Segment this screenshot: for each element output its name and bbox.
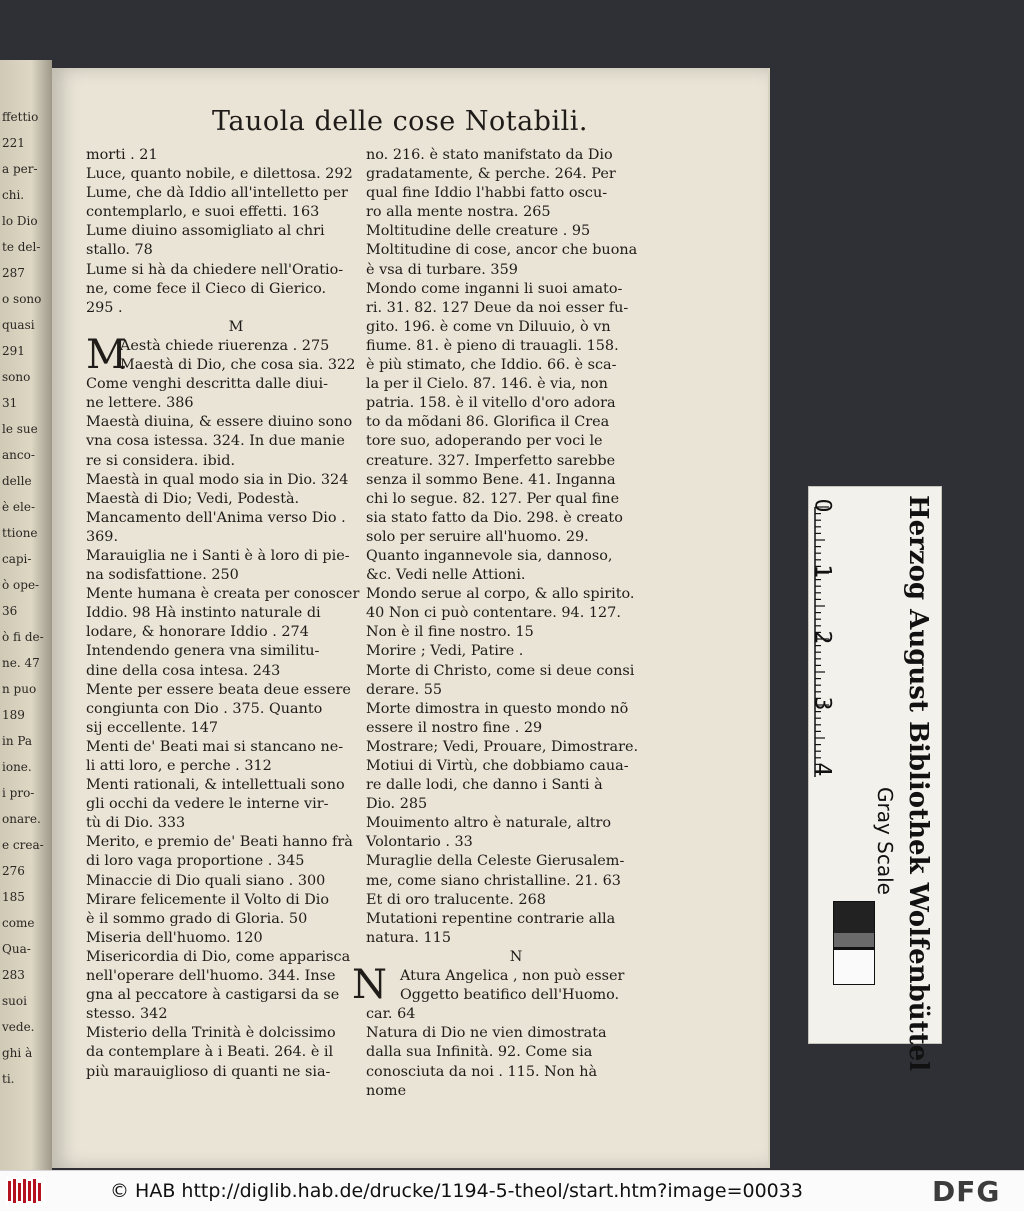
index-line: Mancamento dell'Anima verso Dio . — [86, 509, 346, 526]
index-line: morti . 21 — [86, 147, 158, 163]
hab-logo-icon — [6, 1177, 46, 1205]
index-line: me, come siano christalline. 21. 63 — [366, 872, 621, 889]
previous-page-fragment: Qua- — [2, 942, 31, 956]
dfg-logo: DFG — [932, 1175, 1001, 1208]
index-line: Lume si hà da chiedere nell'Oratio- — [86, 261, 344, 278]
index-line: Merito, e premio de' Beati hanno frà — [86, 834, 353, 851]
index-line: vna cosa istessa. 324. In due manie — [86, 433, 345, 450]
index-line: di loro vaga proportione . 345 — [86, 853, 305, 870]
previous-page-fragment: 221 — [2, 136, 25, 150]
index-line: chi lo segue. 82. 127. Per qual fine — [366, 490, 620, 507]
index-line: &c. Vedi nelle Attioni. — [366, 567, 526, 584]
index-line: patria. 158. è il vitello d'oro adora — [366, 395, 616, 412]
index-line: no. 216. è stato manifstato da Dio — [366, 147, 613, 163]
index-line: Quanto ingannevole sia, dannoso, — [366, 547, 613, 564]
previous-page-fragment: ghi à — [2, 1046, 33, 1060]
previous-page-fragment: sono — [2, 370, 31, 384]
index-line: fiume. 81. è pieno di trauagli. 158. — [366, 337, 619, 354]
index-line: Menti de' Beati mai si stancano ne- — [86, 738, 344, 755]
index-line: Muraglie della Celeste Gierusalem- — [366, 853, 625, 870]
index-line: re dalle lodi, che danno i Santi à — [366, 777, 603, 794]
index-line: creature. 327. Imperfetto sarebbe — [366, 452, 616, 469]
index-line: la per il Cielo. 87. 146. è via, non — [366, 376, 608, 393]
ruler-number: 2 — [809, 630, 835, 645]
index-line: più marauiglioso di quanti ne sia- — [86, 1063, 331, 1080]
index-line: Maestà in qual modo sia in Dio. 324 — [86, 471, 349, 488]
index-line: tù di Dio. 333 — [86, 815, 186, 832]
index-line: li atti loro, e perche . 312 — [86, 758, 272, 774]
previous-page-fragment: ffettio — [2, 110, 39, 124]
previous-page-fragment: a per- — [2, 162, 38, 176]
ruler-number: 3 — [809, 696, 835, 711]
previous-page-fragment: è ele- — [2, 500, 36, 514]
index-line: Moltitudine di cose, ancor che buona — [366, 242, 638, 259]
color-scale-card — [808, 486, 942, 1072]
index-line: Maestà diuina, & essere diuino sono — [86, 414, 353, 431]
index-line: Minaccie di Dio quali siano . 300 — [86, 872, 326, 889]
previous-page-fragment: 276 — [2, 864, 25, 878]
index-line: ne, come fece il Cieco di Gierico. — [86, 280, 327, 297]
index-line: gito. 196. è come vn Diluuio, ò vn — [366, 318, 611, 335]
index-line: lodare, & honorare Iddio . 274 — [86, 624, 309, 641]
index-line: Atura Angelica , non può esser — [400, 968, 625, 985]
ruler-number: 0 — [809, 498, 835, 513]
previous-page-fragment: 31 — [2, 396, 18, 410]
index-line: to da mõdani 86. Glorifica il Crea — [366, 414, 610, 431]
index-line: Mente humana è creata per conoscer — [86, 586, 360, 603]
page-title: Tauola delle cose Notabili. — [212, 106, 588, 137]
index-line: Oggetto beatifico dell'Huomo. — [400, 987, 620, 1004]
index-column-left — [86, 146, 386, 1082]
index-line: Menti rationali, & intellettuali sono — [86, 777, 345, 794]
previous-page-fragment: 36 — [2, 604, 18, 618]
index-line: è vsa di turbare. 359 — [366, 261, 518, 278]
previous-page-fragment: 287 — [2, 266, 25, 280]
index-line: Non è il fine nostro. 15 — [366, 624, 534, 641]
footer-url[interactable]: © HAB http://diglib.hab.de/drucke/1194-5-theol/start.htm?image=00033 — [110, 1180, 803, 1202]
index-line: nome — [366, 1082, 407, 1099]
index-line: Volontario . 33 — [366, 834, 473, 851]
index-line: sij eccellente. 147 — [86, 719, 219, 736]
index-line: Mondo come inganni li suoi amato- — [366, 280, 623, 297]
index-line: Morire ; Vedi, Patire . — [366, 643, 524, 660]
viewer-footer — [0, 1170, 1024, 1211]
index-line: Iddio. 98 Hà instinto naturale di — [86, 605, 321, 622]
index-line: qual fine Iddio l'habbi fatto oscu- — [366, 185, 608, 202]
previous-page-fragment: ò ope- — [2, 578, 40, 592]
section-letter-m: M — [228, 318, 244, 335]
index-line: Luce, quanto nobile, e dilettosa. 292 — [86, 166, 353, 183]
index-line: nell'operare dell'huomo. 344. Inse — [86, 968, 336, 985]
index-line: Lume, che dà Iddio all'intelletto per — [86, 185, 348, 202]
section-letter-n: N — [509, 948, 523, 965]
index-line: na sodisfattione. 250 — [86, 567, 239, 584]
previous-page-fragment: chi. — [2, 188, 25, 202]
index-line: Et di oro tralucente. 268 — [366, 891, 546, 908]
previous-page-fragment: n puo — [2, 682, 37, 696]
dropcap-n: N — [352, 962, 387, 1009]
index-line: Mente per essere beata deue essere — [86, 681, 351, 698]
previous-page-fragment: ione. — [2, 760, 32, 774]
index-line: dine della cosa intesa. 243 — [86, 662, 281, 679]
library-name: Herzog August Bibliothek Wolfenbüttel — [903, 495, 933, 1072]
previous-page-fragment: lo Dio — [2, 214, 38, 228]
previous-page-fragment: ti. — [2, 1072, 15, 1086]
previous-page-fragment: quasi — [2, 318, 35, 332]
index-line: Morte di Christo, come si deue consi — [366, 662, 635, 679]
index-line: dalla sua Infinità. 92. Come sia — [366, 1044, 593, 1061]
index-line: congiunta con Dio . 375. Quanto — [86, 700, 323, 717]
index-line: da contemplare à i Beati. 264. è il — [86, 1044, 334, 1061]
previous-page-fragment: anco- — [2, 448, 35, 462]
index-line: Intendendo genera vna similitu- — [86, 643, 320, 660]
previous-page-fragment: te del- — [2, 240, 41, 254]
index-line: derare. 55 — [366, 681, 443, 698]
previous-page-fragment: vede. — [2, 1020, 35, 1034]
previous-page-fragment: come — [2, 916, 35, 930]
previous-page-fragment: ne. 47 — [2, 656, 40, 670]
index-line: Mostrare; Vedi, Prouare, Dimostrare. — [366, 738, 639, 755]
index-line: Dio. 285 — [366, 796, 428, 813]
index-line: 40 Non ci può contentare. 94. 127. — [366, 605, 621, 622]
previous-page-fragment: e crea- — [2, 838, 44, 852]
index-line: re si considera. ibid. — [86, 452, 236, 469]
previous-page-fragment: onare. — [2, 812, 41, 826]
index-line: Miseria dell'huomo. 120 — [86, 929, 263, 946]
previous-page-fragment: 189 — [2, 708, 25, 722]
index-line: Come venghi descritta dalle diui- — [86, 376, 328, 393]
index-line: gli occhi da vedere le interne vir- — [86, 796, 329, 813]
previous-page-fragment: ò fi de- — [2, 630, 44, 644]
index-line: conosciuta da noi . 115. Non hà — [366, 1063, 598, 1080]
index-line: tore suo, adoperando per voci le — [366, 433, 603, 450]
index-column-right — [352, 146, 666, 1101]
index-line: solo per seruire all'huomo. 29. — [366, 528, 589, 545]
previous-page-fragment: suoi — [2, 994, 27, 1008]
index-line: Misericordia di Dio, come apparisca — [86, 948, 351, 965]
index-line: è il sommo grado di Gloria. 50 — [86, 910, 308, 927]
index-line: Aestà chiede riuerenza . 275 — [120, 337, 330, 354]
index-line: contemplarlo, e suoi effetti. 163 — [86, 204, 320, 221]
swatch-gray — [833, 933, 875, 948]
index-line: 295 . — [86, 299, 123, 316]
index-line: Maestà di Dio, che cosa sia. 322 — [120, 357, 356, 374]
index-line: Mutationi repentine contrarie alla — [366, 910, 616, 927]
previous-page-fragment: 185 — [2, 890, 25, 904]
previous-page-fragment: 283 — [2, 968, 25, 982]
index-line: Maestà di Dio; Vedi, Podestà. — [86, 490, 300, 507]
previous-page-fragment: le sue — [2, 422, 38, 436]
index-line: ro alla mente nostra. 265 — [366, 204, 551, 221]
previous-page-edge — [0, 60, 52, 1170]
previous-page-fragment: o sono — [2, 292, 42, 306]
index-line: Moltitudine delle creature . 95 — [366, 223, 591, 240]
index-line: sia stato fatto da Dio. 298. è creato — [366, 509, 623, 526]
previous-page-fragment: delle — [2, 474, 32, 488]
ruler-number: 4 — [809, 762, 835, 777]
ruler-number: 1 — [809, 564, 835, 579]
index-line: essere il nostro fine . 29 — [366, 719, 543, 736]
index-line: ri. 31. 82. 127 Deue da noi esser fu- — [366, 299, 629, 316]
previous-page-fragment: capi- — [2, 552, 32, 566]
previous-page-fragment: i pro- — [2, 786, 35, 800]
previous-page-fragment: ttione — [2, 526, 38, 540]
index-line: stesso. 342 — [86, 1006, 168, 1023]
index-line: natura. 115 — [366, 929, 451, 946]
index-line: gna al peccatore à castigarsi da se — [86, 987, 340, 1004]
gray-scale-label: Gray Scale — [873, 787, 897, 895]
index-line: ne lettere. 386 — [86, 395, 194, 412]
swatch-white — [833, 949, 875, 985]
index-line: è più stimato, che Iddio. 66. è sca- — [366, 357, 617, 374]
index-line: senza il sommo Bene. 41. Inganna — [366, 471, 616, 488]
index-line: Mirare felicemente il Volto di Dio — [86, 891, 330, 908]
previous-page-fragment: in Pa — [2, 734, 33, 748]
index-line: 369. — [86, 528, 119, 545]
index-line: Marauiglia ne i Santi è à loro di pie- — [86, 547, 350, 564]
index-line: Misterio della Trinità è dolcissimo — [86, 1025, 336, 1042]
index-line: Motiui di Virtù, che dobbiamo caua- — [366, 758, 629, 774]
index-line: stallo. 78 — [86, 242, 153, 259]
index-line: Mouimento altro è naturale, altro — [366, 815, 612, 832]
index-line: Lume diuino assomigliato al chri — [86, 223, 325, 240]
index-line: Mondo serue al corpo, & allo spirito. — [366, 586, 635, 603]
dropcap-m: M — [86, 332, 127, 378]
previous-page-fragment: 291 — [2, 344, 25, 358]
index-line: car. 64 — [366, 1006, 416, 1023]
index-line: Natura di Dio ne vien dimostrata — [366, 1025, 607, 1042]
index-line: Morte dimostra in questo mondo nõ — [366, 700, 629, 717]
index-line: gradatamente, & perche. 264. Per — [366, 166, 616, 183]
